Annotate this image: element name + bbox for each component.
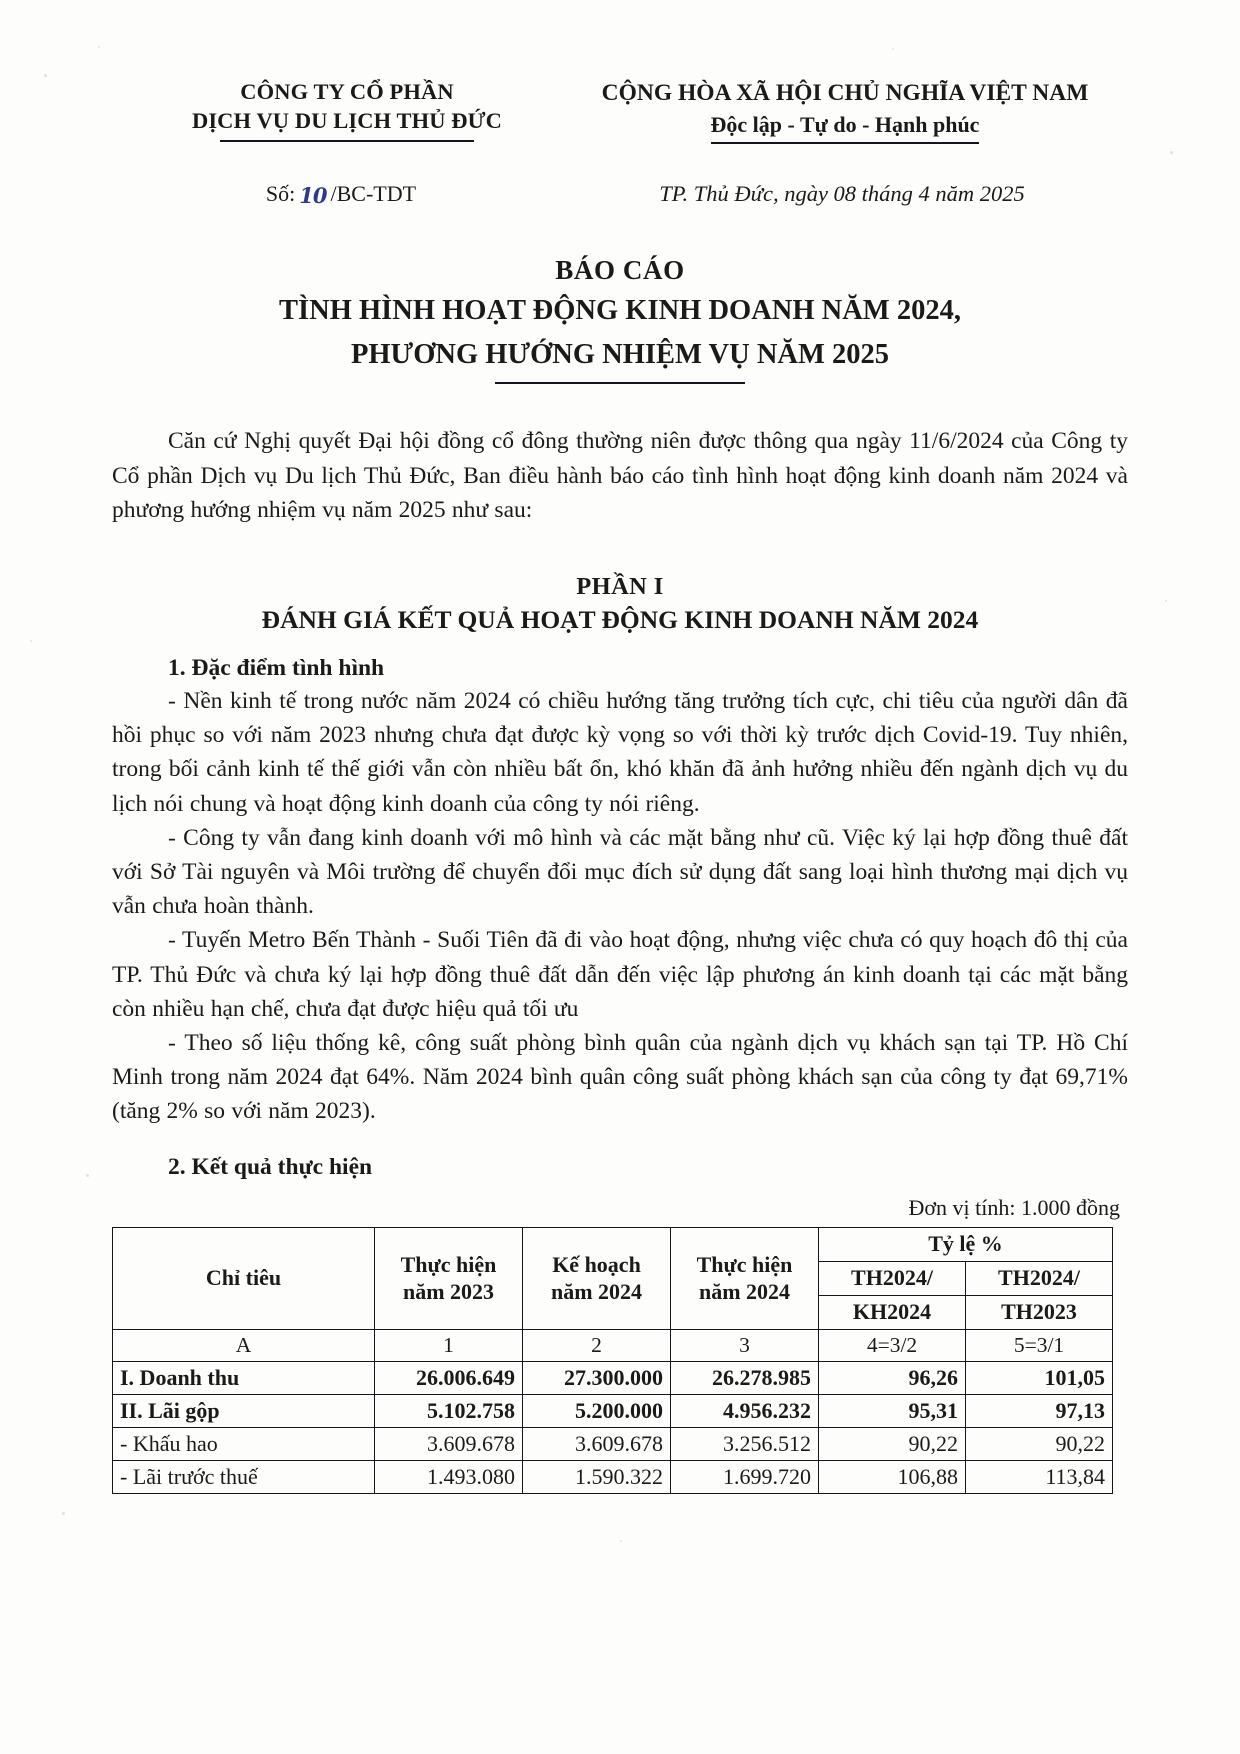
cell-th2023: 3.609.678 [375, 1427, 523, 1460]
cell-ratio-th: 97,13 [966, 1394, 1113, 1427]
header-th2023 [375, 1228, 523, 1329]
cell-kh2024: 1.590.322 [523, 1460, 671, 1493]
cell-ratio-th: 101,05 [966, 1361, 1113, 1394]
national-motto: Độc lập - Tự do - Hạnh phúc [711, 111, 980, 144]
section2-heading: 2. Kết quả thực hiện [168, 1154, 373, 1181]
header-ratio-kh-top: TH2024/ [819, 1262, 966, 1296]
business-results-table [112, 1227, 1113, 1493]
table-index-row [113, 1329, 1113, 1361]
index-cell: 1 [375, 1329, 523, 1361]
scan-speck [30, 640, 32, 642]
national-title: CỘNG HÒA XÃ HỘI CHỦ NGHĨA VIỆT NAM [601, 80, 1089, 106]
document-number-suffix: /BC-TDT [330, 180, 417, 206]
intro-section [112, 424, 1128, 527]
cell-th2024: 26.278.985 [671, 1361, 819, 1394]
cell-ratio-kh: 106,88 [819, 1460, 966, 1493]
title-underline-rule [495, 382, 745, 384]
header-th2023-line2: năm 2023 [402, 1278, 495, 1304]
index-cell: 2 [523, 1329, 671, 1361]
header-ratio-th-bottom: TH2023 [966, 1296, 1113, 1330]
company-block [112, 78, 562, 144]
table-row [113, 1427, 1113, 1460]
header-ratio-group: Tỷ lệ % [819, 1228, 1113, 1262]
header-kh2024 [523, 1228, 671, 1329]
table-body [113, 1329, 1113, 1493]
section1-paragraph: - Công ty vẫn đang kinh doanh với mô hình và các mặt bằng như cũ. Việc ký lại hợp đồng thuê đất với Sở Tài nguyên và Môi trường để chuyển đổi mục đích sử dụng đất sang loại hình thương mại dịch vụ vẫn chưa hoàn thành. [112, 824, 1128, 920]
document-number-prefix: Số: [265, 180, 296, 206]
table-unit-note: Đơn vị tính: 1.000 đồng [908, 1195, 1120, 1221]
part1-heading-block [112, 573, 1128, 635]
scan-speck [98, 46, 100, 48]
section1-paragraph: - Theo số liệu thống kê, công suất phòng bình quân của ngành dịch vụ khách sạn tại TP. Hồ Chí Minh trong năm 2024 đạt 64%. Năm 2024 bình quân công suất phòng khách sạn của công ty đạt 69,71% (tăng 2% so với năm 2023). [112, 1029, 1128, 1125]
place-and-date: TP. Thủ Đức, ngày 08 tháng 4 năm 2025 [659, 180, 1025, 206]
cell-th2024: 3.256.512 [671, 1427, 819, 1460]
header-th2024-line1: Thực hiện [696, 1251, 793, 1277]
letterhead [112, 0, 1128, 144]
scan-speck [86, 1174, 89, 1177]
cell-ratio-th: 113,84 [966, 1460, 1113, 1493]
cell-ratio-kh: 95,31 [819, 1394, 966, 1427]
part1-label: PHẦN I [576, 573, 664, 601]
document-title-block [112, 255, 1128, 385]
cell-th2024: 4.956.232 [671, 1394, 819, 1427]
company-name-line1: CÔNG TY CỔ PHẦN [240, 79, 454, 104]
cell-ratio-kh: 96,26 [819, 1361, 966, 1394]
national-heading-block [562, 78, 1128, 144]
document-number-handwritten: 10 [299, 182, 327, 208]
table-head [113, 1228, 1113, 1329]
index-cell: A [113, 1329, 375, 1361]
intro-paragraph: Căn cứ Nghị quyết Đại hội đồng cổ đông thường niên được thông qua ngày 11/6/2024 của Công ty Cổ phần Dịch vụ Du lịch Thủ Đức, Ban điều hành báo cáo tình hình hoạt động kinh doanh năm 2024 và phương hướng nhiệm vụ năm 2025 như sau: [112, 428, 1128, 523]
section1-heading: 1. Đặc điểm tình hình [168, 655, 385, 682]
header-indicator: Chỉ tiêu [113, 1228, 375, 1329]
cell-th2023: 26.006.649 [375, 1361, 523, 1394]
scan-speck [620, 1540, 622, 1542]
title-line-3: PHƯƠNG HƯỚNG NHIỆM VỤ NĂM 2025 [350, 338, 890, 370]
header-ratio-th-top: TH2024/ [966, 1262, 1113, 1296]
header-kh2024-line1: Kế hoạch [552, 1251, 641, 1277]
cell-ratio-kh: 90,22 [819, 1427, 966, 1460]
title-line-1: BÁO CÁO [555, 254, 685, 285]
company-name-line2: DỊCH VỤ DU LỊCH THỦ ĐỨC [191, 107, 503, 133]
row-label: - Lãi trước thuế [113, 1460, 375, 1493]
scan-speck [44, 74, 47, 77]
scan-speck [62, 1512, 65, 1515]
section1-paragraph: - Tuyến Metro Bến Thành - Suối Tiên đã đi vào hoạt động, nhưng việc chưa có quy hoạch đô thị của TP. Thủ Đức và chưa ký lại hợp đồng thuê đất dẫn đến việc lập phương án kinh doanh tại các mặt bằng còn nhiều hạn chế, chưa đạt được hiệu quả tối ưu [112, 927, 1128, 1022]
cell-kh2024: 27.300.000 [523, 1361, 671, 1394]
cell-th2023: 5.102.758 [375, 1394, 523, 1427]
header-th2023-line1: Thực hiện [400, 1251, 497, 1277]
section1-paragraph: - Nền kinh tế trong nước năm 2024 có chiều hướng tăng trưởng tích cực, chi tiêu của người dân đã hồi phục so với năm 2023 nhưng chưa đạt được kỳ vọng so với thời kỳ trước dịch Covid-19. Tuy nhiên, trong bối cảnh kinh tế thế giới vẫn còn nhiều bất ổn, khó khăn đã ảnh hưởng nhiều đến ngành dịch vụ du lịch nói chung và hoạt động kinh doanh của công ty nói riêng. [112, 688, 1128, 817]
part1-title: ĐÁNH GIÁ KẾT QUẢ HOẠT ĐỘNG KINH DOANH NĂM 2024 [261, 605, 979, 635]
table-row [113, 1460, 1113, 1493]
row-label: I. Doanh thu [113, 1361, 375, 1394]
header-th2024-line2: năm 2024 [698, 1278, 791, 1304]
index-cell: 5=3/1 [966, 1329, 1113, 1361]
row-label: II. Lãi gộp [113, 1394, 375, 1427]
cell-ratio-th: 90,22 [966, 1427, 1113, 1460]
company-name-underline [220, 140, 474, 142]
table-row [113, 1394, 1113, 1427]
index-cell: 4=3/2 [819, 1329, 966, 1361]
cell-kh2024: 3.609.678 [523, 1427, 671, 1460]
cell-kh2024: 5.200.000 [523, 1394, 671, 1427]
scan-speck [1170, 151, 1173, 154]
index-cell: 3 [671, 1329, 819, 1361]
document-content [112, 0, 1128, 1494]
header-ratio-kh-bottom: KH2024 [819, 1296, 966, 1330]
cell-th2023: 1.493.080 [375, 1460, 523, 1493]
table-row [113, 1361, 1113, 1394]
table-header-row-1 [113, 1228, 1113, 1262]
cell-th2024: 1.699.720 [671, 1460, 819, 1493]
row-label: - Khấu hao [113, 1427, 375, 1460]
title-line-2: TÌNH HÌNH HOẠT ĐỘNG KINH DOANH NĂM 2024, [279, 294, 961, 326]
header-th2024 [671, 1228, 819, 1329]
document-number-block [112, 181, 556, 207]
header-kh2024-line2: năm 2024 [550, 1278, 643, 1304]
document-reference-line [112, 181, 1128, 207]
section1-body [112, 684, 1128, 1128]
scan-speck [1165, 600, 1167, 602]
